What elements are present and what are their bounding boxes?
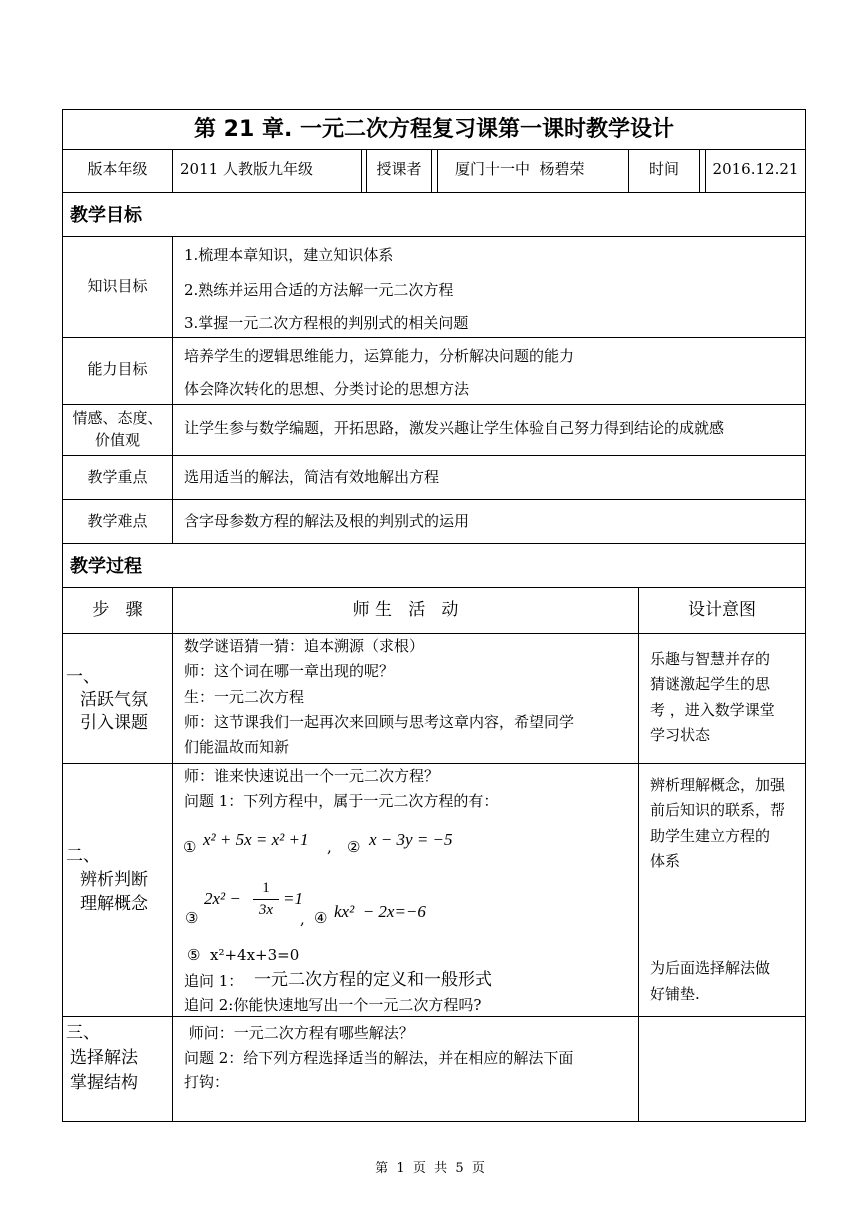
knowledge-item: 3.掌握一元二次方程根的判别式的相关问题 bbox=[184, 314, 469, 332]
rule bbox=[62, 763, 806, 764]
table-border-top bbox=[62, 109, 806, 110]
rule bbox=[62, 236, 806, 237]
rule bbox=[62, 455, 806, 456]
difficulty-text: 含字母参数方程的解法及根的判别式的运用 bbox=[184, 512, 470, 530]
col-activity: 师 生 活 动 bbox=[352, 600, 459, 620]
equation-number: ① bbox=[183, 838, 197, 856]
step1-activity-line: 数学谜语猜一猜：追本溯源（求根） bbox=[184, 637, 425, 655]
rule bbox=[62, 149, 806, 150]
step2-intent-line: 好铺垫. bbox=[650, 985, 700, 1003]
step3-activity-line: 问题 2：给下列方程选择适当的解法，并在相应的解法下面 bbox=[184, 1049, 574, 1067]
col-step: 步 骤 bbox=[92, 600, 143, 620]
page-title: 第 21 章. 一元二次方程复习课第一课时教学设计 bbox=[194, 117, 674, 142]
emotion-text: 让学生参与数学编题，开拓思路，激发兴趣让学生体验自己努力得到结论的成就感 bbox=[184, 419, 725, 437]
version-label: 版本年级 bbox=[87, 160, 148, 178]
fraction-numerator: 1 bbox=[262, 880, 270, 896]
fraction-denominator: 3x bbox=[258, 902, 274, 918]
rule bbox=[62, 499, 806, 500]
follow-up-2: 追问 2:你能快速地写出一个一元二次方程吗? bbox=[184, 996, 482, 1014]
page-footer: 第 1 页 共 5 页 bbox=[375, 1161, 485, 1176]
version-value: 2011 人教版九年级 bbox=[180, 160, 313, 178]
equation-separator: , bbox=[327, 838, 332, 856]
key-point-label: 教学重点 bbox=[87, 468, 148, 486]
knowledge-item: 2.熟练并运用合适的方法解一元二次方程 bbox=[184, 281, 454, 299]
rule bbox=[638, 587, 639, 1121]
step1-intent-line: 考 ，进入数学课堂 bbox=[650, 701, 775, 719]
step1-activity-line: 们能温故而知新 bbox=[184, 738, 290, 756]
ability-item: 体会降次转化的思想、分类讨论的思想方法 bbox=[184, 380, 470, 398]
equation-3-part: 2x² − bbox=[204, 889, 241, 908]
step3-label: 掌握结构 bbox=[70, 1073, 138, 1093]
knowledge-label: 知识目标 bbox=[87, 277, 148, 295]
step1-activity-line: 生：一元二次方程 bbox=[184, 688, 305, 706]
equation-separator: , bbox=[300, 910, 305, 928]
equation-number: ③ bbox=[185, 909, 199, 927]
teacher-label: 授课者 bbox=[376, 160, 422, 178]
rule bbox=[62, 192, 806, 193]
equation-number: ④ bbox=[314, 909, 328, 927]
rule bbox=[62, 543, 806, 544]
step1-intent-line: 乐趣与智慧并存的 bbox=[650, 650, 771, 668]
emotion-label-line1: 情感、态度、 bbox=[72, 409, 163, 427]
table-border-right bbox=[805, 109, 806, 1122]
rule bbox=[437, 149, 438, 192]
step2-label: 二、 bbox=[66, 846, 100, 866]
rule bbox=[62, 587, 806, 588]
rule bbox=[431, 149, 432, 192]
rule bbox=[62, 404, 806, 405]
emotion-label-line2: 价值观 bbox=[94, 431, 140, 449]
step1-label: 引入课题 bbox=[80, 713, 148, 733]
step2-label: 理解概念 bbox=[80, 894, 148, 914]
goals-header: 教学目标 bbox=[70, 205, 142, 226]
fraction-bar bbox=[253, 899, 279, 900]
rule bbox=[172, 587, 173, 1121]
step1-intent-line: 学习状态 bbox=[650, 726, 711, 744]
step2-intent-line: 助学生建立方程的 bbox=[650, 827, 771, 845]
step3-activity-line: 打钩： bbox=[184, 1073, 230, 1091]
equation-1: x² + 5x = x² +1 bbox=[203, 830, 309, 849]
step3-activity-line: 师问：一元二次方程有哪些解法？ bbox=[184, 1024, 414, 1042]
ability-label: 能力目标 bbox=[87, 360, 148, 378]
equation-4: kx² − 2x=−6 bbox=[334, 902, 426, 921]
step1-activity-line: 师：这个词在哪一章出现的呢？ bbox=[184, 662, 395, 680]
equation-5: x²+4x+3=0 bbox=[210, 946, 300, 964]
knowledge-item: 1.梳理本章知识，建立知识体系 bbox=[184, 246, 394, 264]
step2-intent-line: 前后知识的联系，帮 bbox=[650, 801, 786, 819]
step1-intent-line: 猜谜激起学生的思 bbox=[650, 675, 771, 693]
step2-activity-line: 师：谁来快速说出一个一元二次方程？ bbox=[184, 767, 440, 785]
difficulty-label: 教学难点 bbox=[87, 512, 148, 530]
step2-activity-line: 问题 1：下列方程中，属于一元二次方程的有： bbox=[184, 792, 499, 810]
col-intent: 设计意图 bbox=[688, 600, 756, 620]
step2-intent-line: 为后面选择解法做 bbox=[650, 959, 771, 977]
step3-label: 选择解法 bbox=[70, 1048, 138, 1068]
follow-up-1-prefix: 追问 1： bbox=[184, 972, 244, 990]
equation-2: x − 3y = −5 bbox=[369, 830, 453, 849]
step1-label: 活跃气氛 bbox=[80, 690, 148, 710]
step2-intent-line: 辨析理解概念，加强 bbox=[650, 776, 786, 794]
ability-item: 培养学生的逻辑思维能力，运算能力，分析解决问题的能力 bbox=[184, 347, 575, 365]
equation-number: ⑤ bbox=[187, 946, 201, 964]
step1-activity-line: 师：这节课我们一起再次来回顾与思考这章内容，希望同学 bbox=[184, 713, 575, 731]
rule bbox=[62, 633, 806, 634]
rule bbox=[172, 236, 173, 543]
key-point-text: 选用适当的解法，简洁有效地解出方程 bbox=[184, 468, 440, 486]
step2-intent-line: 体系 bbox=[650, 852, 681, 870]
rule bbox=[62, 1016, 806, 1017]
rule bbox=[172, 149, 173, 192]
step1-label: 一、 bbox=[66, 667, 100, 687]
teacher-value: 厦门十一中 杨碧荣 bbox=[455, 160, 585, 178]
rule bbox=[361, 149, 362, 192]
time-label: 时间 bbox=[648, 160, 679, 178]
table-border-bottom bbox=[62, 1121, 806, 1122]
rule bbox=[699, 149, 700, 192]
equation-3-part: =1 bbox=[283, 889, 303, 908]
step2-label: 辨析判断 bbox=[80, 870, 148, 890]
time-value: 2016.12.21 bbox=[712, 160, 799, 178]
process-header: 教学过程 bbox=[70, 556, 142, 577]
rule bbox=[62, 337, 806, 338]
equation-number: ② bbox=[347, 838, 361, 856]
follow-up-1-text: 一元二次方程的定义和一般形式 bbox=[254, 970, 492, 990]
step3-label: 三、 bbox=[66, 1023, 100, 1043]
